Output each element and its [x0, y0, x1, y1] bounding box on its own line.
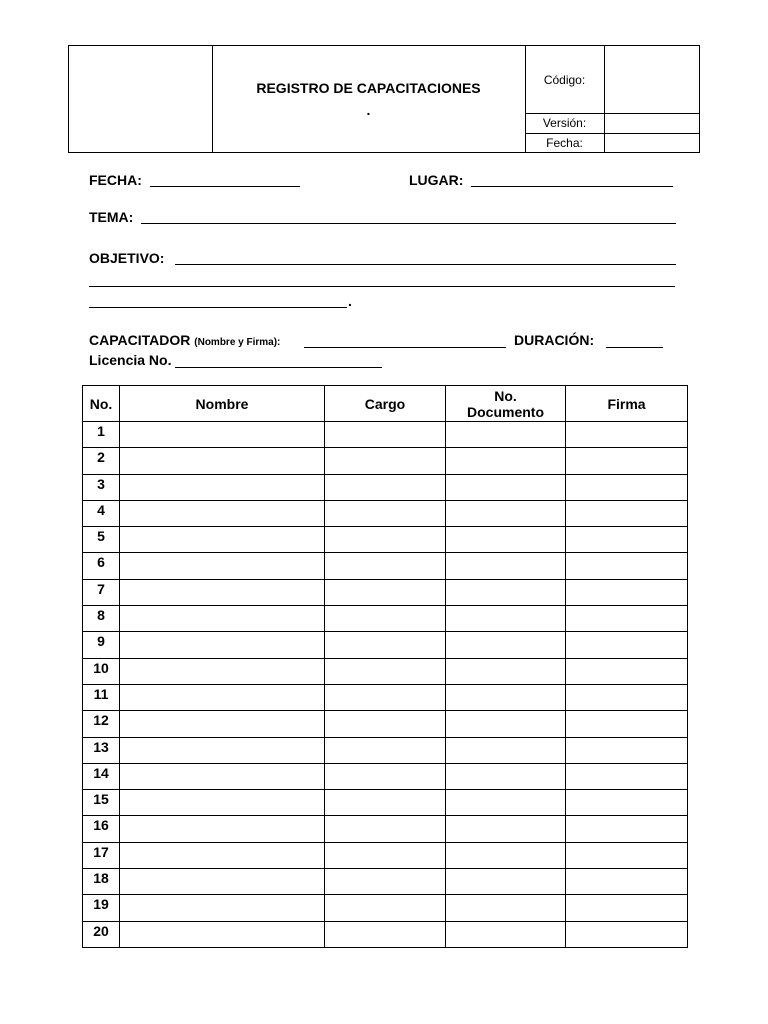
- documento-cell[interactable]: [446, 790, 566, 816]
- documento-cell[interactable]: [446, 579, 566, 605]
- row-number: 9: [83, 632, 120, 658]
- table-row: [83, 553, 688, 579]
- row-number: 20: [83, 921, 120, 947]
- tema-label: TEMA:: [89, 209, 134, 225]
- firma-cell[interactable]: [566, 763, 688, 789]
- cargo-cell[interactable]: [325, 816, 446, 842]
- objetivo-label: OBJETIVO:: [89, 250, 165, 266]
- objetivo-field-line-3[interactable]: [89, 307, 347, 308]
- documento-cell[interactable]: [446, 606, 566, 632]
- cargo-cell[interactable]: [325, 658, 446, 684]
- nombre-cell[interactable]: [120, 763, 325, 789]
- title-cell: [212, 46, 526, 152]
- fecha-label: FECHA:: [89, 172, 142, 188]
- firma-cell[interactable]: [566, 869, 688, 895]
- table-row: [83, 422, 688, 448]
- firma-cell[interactable]: [566, 579, 688, 605]
- cargo-cell[interactable]: [325, 527, 446, 553]
- firma-cell[interactable]: [566, 895, 688, 921]
- nombre-cell[interactable]: [120, 895, 325, 921]
- header-fecha-label: Fecha:: [525, 133, 605, 152]
- column-header-documento: [446, 386, 566, 422]
- row-number: 6: [83, 553, 120, 579]
- documento-cell[interactable]: [446, 921, 566, 947]
- firma-cell[interactable]: [566, 632, 688, 658]
- firma-cell[interactable]: [566, 422, 688, 448]
- nombre-cell[interactable]: [120, 527, 325, 553]
- row-number: 15: [83, 790, 120, 816]
- documento-cell[interactable]: [446, 895, 566, 921]
- codigo-row: [525, 46, 699, 114]
- nombre-cell[interactable]: [120, 606, 325, 632]
- cargo-cell[interactable]: [325, 500, 446, 526]
- documento-cell[interactable]: [446, 500, 566, 526]
- capacitador-field[interactable]: [304, 347, 506, 348]
- cargo-cell[interactable]: [325, 842, 446, 868]
- logo-cell: [69, 46, 213, 152]
- cargo-cell[interactable]: [325, 474, 446, 500]
- documento-cell[interactable]: [446, 711, 566, 737]
- row-number: 14: [83, 763, 120, 789]
- row-number: 12: [83, 711, 120, 737]
- documento-cell[interactable]: [446, 684, 566, 710]
- row-number: 5: [83, 527, 120, 553]
- licencia-field[interactable]: [175, 367, 382, 368]
- table-row: [83, 579, 688, 605]
- nombre-cell[interactable]: [120, 790, 325, 816]
- lugar-field[interactable]: [471, 186, 673, 187]
- firma-cell[interactable]: [566, 658, 688, 684]
- version-value[interactable]: [605, 113, 699, 133]
- firma-cell[interactable]: [566, 606, 688, 632]
- nombre-cell[interactable]: [120, 474, 325, 500]
- tema-field[interactable]: [141, 223, 676, 224]
- attendance-table: [82, 385, 688, 948]
- table-row: [83, 921, 688, 947]
- cargo-cell[interactable]: [325, 579, 446, 605]
- table-row: [83, 816, 688, 842]
- table-row: [83, 527, 688, 553]
- table-row: [83, 790, 688, 816]
- documento-cell[interactable]: [446, 763, 566, 789]
- lugar-label: LUGAR:: [409, 172, 464, 188]
- table-row: [83, 606, 688, 632]
- table-header-row: [83, 386, 688, 422]
- codigo-value[interactable]: [605, 46, 699, 113]
- table-row: [83, 632, 688, 658]
- fecha-field[interactable]: [150, 186, 300, 187]
- row-number: 18: [83, 869, 120, 895]
- row-number: 17: [83, 842, 120, 868]
- documento-cell[interactable]: [446, 448, 566, 474]
- row-number: 8: [83, 606, 120, 632]
- nombre-cell[interactable]: [120, 737, 325, 763]
- documento-cell[interactable]: [446, 553, 566, 579]
- document-title: REGISTRO DE CAPACITACIONES: [256, 80, 481, 96]
- column-header-firma: Firma: [566, 386, 688, 422]
- documento-cell[interactable]: [446, 658, 566, 684]
- documento-cell[interactable]: [446, 737, 566, 763]
- nombre-cell[interactable]: [120, 842, 325, 868]
- codigo-label: Código:: [525, 46, 605, 113]
- header-fecha-row: [525, 133, 699, 152]
- nombre-cell[interactable]: [120, 500, 325, 526]
- row-number: 7: [83, 579, 120, 605]
- header-fecha-value[interactable]: [605, 133, 699, 152]
- document-meta: [525, 46, 699, 152]
- row-number: 11: [83, 684, 120, 710]
- nombre-cell[interactable]: [120, 869, 325, 895]
- duracion-field[interactable]: [606, 347, 663, 348]
- documento-cell[interactable]: [446, 816, 566, 842]
- column-header-no: No.: [83, 386, 120, 422]
- firma-cell[interactable]: [566, 684, 688, 710]
- documento-cell[interactable]: [446, 527, 566, 553]
- nombre-cell[interactable]: [120, 816, 325, 842]
- cargo-cell[interactable]: [325, 869, 446, 895]
- firma-cell[interactable]: [566, 553, 688, 579]
- table-row: [83, 763, 688, 789]
- table-row: [83, 737, 688, 763]
- cargo-cell[interactable]: [325, 921, 446, 947]
- firma-cell[interactable]: [566, 842, 688, 868]
- objetivo-field-line-2[interactable]: [89, 286, 675, 287]
- firma-cell[interactable]: [566, 737, 688, 763]
- firma-cell[interactable]: [566, 474, 688, 500]
- objetivo-field-line-1[interactable]: [175, 264, 676, 265]
- column-header-cargo: Cargo: [325, 386, 446, 422]
- firma-cell[interactable]: [566, 500, 688, 526]
- cargo-cell[interactable]: [325, 763, 446, 789]
- table-row: [83, 684, 688, 710]
- cargo-cell[interactable]: [325, 422, 446, 448]
- cargo-cell[interactable]: [325, 606, 446, 632]
- documento-cell[interactable]: [446, 869, 566, 895]
- version-label: Versión:: [525, 113, 605, 133]
- firma-cell[interactable]: [566, 448, 688, 474]
- nombre-cell[interactable]: [120, 448, 325, 474]
- firma-cell[interactable]: [566, 711, 688, 737]
- cargo-cell[interactable]: [325, 790, 446, 816]
- row-number: 1: [83, 422, 120, 448]
- cargo-cell[interactable]: [325, 737, 446, 763]
- document-title-dot: .: [366, 102, 371, 118]
- firma-cell[interactable]: [566, 790, 688, 816]
- firma-cell[interactable]: [566, 527, 688, 553]
- table-row: [83, 711, 688, 737]
- row-number: 10: [83, 658, 120, 684]
- nombre-cell[interactable]: [120, 711, 325, 737]
- nombre-cell[interactable]: [120, 632, 325, 658]
- capacitador-label: CAPACITADOR: [89, 332, 191, 348]
- objetivo-end-dot: .: [348, 293, 352, 309]
- nombre-cell[interactable]: [120, 921, 325, 947]
- row-number: 16: [83, 816, 120, 842]
- documento-cell[interactable]: [446, 632, 566, 658]
- attendance-rows: [83, 422, 688, 948]
- row-number: 3: [83, 474, 120, 500]
- documento-cell[interactable]: [446, 842, 566, 868]
- cargo-cell[interactable]: [325, 632, 446, 658]
- nombre-cell[interactable]: [120, 579, 325, 605]
- firma-cell[interactable]: [566, 921, 688, 947]
- table-row: [83, 895, 688, 921]
- table-row: [83, 474, 688, 500]
- documento-cell[interactable]: [446, 422, 566, 448]
- table-row: [83, 869, 688, 895]
- table-row: [83, 448, 688, 474]
- cargo-cell[interactable]: [325, 553, 446, 579]
- column-header-nombre: Nombre: [120, 386, 325, 422]
- nombre-cell[interactable]: [120, 684, 325, 710]
- cargo-cell[interactable]: [325, 711, 446, 737]
- documento-cell[interactable]: [446, 474, 566, 500]
- nombre-cell[interactable]: [120, 422, 325, 448]
- table-row: [83, 658, 688, 684]
- row-number: 2: [83, 448, 120, 474]
- nombre-cell[interactable]: [120, 553, 325, 579]
- table-row: [83, 842, 688, 868]
- cargo-cell[interactable]: [325, 448, 446, 474]
- capacitador-label-group: [89, 332, 280, 348]
- cargo-cell[interactable]: [325, 684, 446, 710]
- column-header-documento-line2: Documento: [467, 403, 544, 420]
- row-number: 19: [83, 895, 120, 921]
- licencia-label: Licencia No.: [89, 352, 172, 368]
- cargo-cell[interactable]: [325, 895, 446, 921]
- version-row: [525, 113, 699, 134]
- firma-cell[interactable]: [566, 816, 688, 842]
- row-number: 4: [83, 500, 120, 526]
- row-number: 13: [83, 737, 120, 763]
- nombre-cell[interactable]: [120, 658, 325, 684]
- table-row: [83, 500, 688, 526]
- column-header-documento-line1: No.: [494, 387, 517, 404]
- capacitador-hint: (Nombre y Firma):: [194, 337, 281, 348]
- duracion-label: DURACIÓN:: [514, 332, 595, 348]
- document-header: [68, 45, 700, 153]
